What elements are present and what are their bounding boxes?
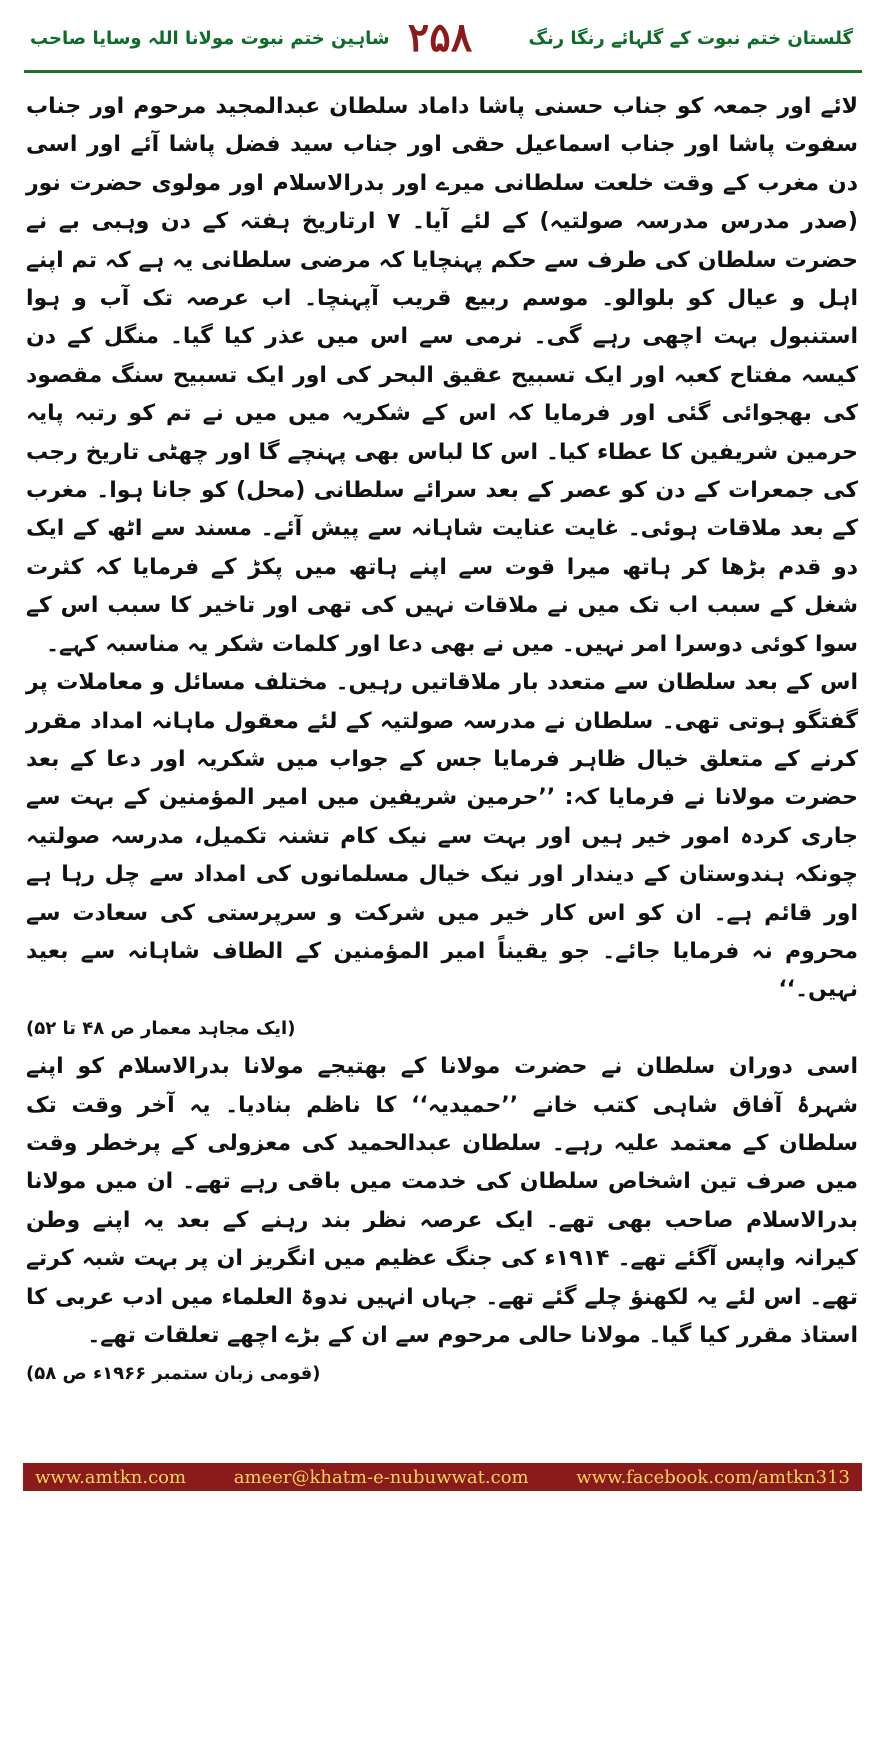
paragraph-3: اسی دوران سلطان نے حضرت مولانا کے بھتیجے مولانا بدرالاسلام کو اپنے شہرۂ آفاق شاہی کتب خانے ’’حمیدیہ‘‘ کا ناظم بنادیا۔ یہ آخر وقت تک سلطان کے معتمد علیہ رہے۔ سلطان عبدالحمید کی معزولی کے پرخطر وقت میں صرف تین اشخاص سلطان کی خدمت میں باقی رہے تھے۔ ان میں مولانا بدرالاسلام صاحب بھی تھے۔ ایک عرصہ نظر بند رہنے کے بعد یہ اپنے وطن کیرانہ واپس آگئے تھے۔ ۱۹۱۴ء کی جنگ عظیم میں انگریز ان پر بہت شبہ کرتے تھے۔ اس لئے یہ لکھنؤ چلے گئے تھے۔ جہاں انہیں ندوۃ العلماء میں ادب عربی کا استاذ مقرر کیا گیا۔ مولانا حالی مرحوم سے ان کے بڑے اچھے تعلقات تھے۔ [26, 1054, 859, 1348]
reference-line-1 [26, 1010, 858, 1048]
page-header [0, 0, 881, 80]
website-link[interactable]: www.amtkn.com [35, 1466, 187, 1488]
book-title: گلستان ختم نبوت کے گلہائے رنگا رنگ [528, 28, 853, 49]
footer-bar [23, 1463, 862, 1491]
paragraph-2: اس کے بعد سلطان سے متعدد بار ملاقاتیں رہیں۔ مختلف مسائل و معاملات پر گفتگو ہوتی تھی۔ سلطان نے مدرسہ صولتیہ کے لئے معقول ماہانہ امداد مقرر کرنے کے متعلق خیال ظاہر فرمایا جس کے جواب میں شکریہ اور دعا کے بعد حضرت مولانا نے فرمایا کہ: ’’حرمین شریفین میں امیر المؤمنین کے بہت سے جاری کردہ امور خیر ہیں اور بہت سے نیک کام تشنہ تکمیل، مدرسہ صولتیہ چونکہ ہندوستان کے دیندار اور نیک خیال مسلمانوں کی امداد سے چل رہا ہے اور قائم ہے۔ ان کو اس کار خیر میں شرکت و سرپرستی کی سعادت سے محروم نہ فرمایا جائے۔ جو یقیناً امیر المؤمنین کے الطاف شاہانہ سے بعید نہیں۔‘‘ [26, 670, 858, 1003]
page-number: ۲۵۸ [407, 14, 473, 61]
author-title: شاہین ختم نبوت مولانا اللہ وسایا صاحب [30, 28, 390, 49]
header-divider [24, 70, 862, 73]
reference-line-2 [26, 1355, 858, 1393]
paragraph-1: لائے اور جمعہ کو جناب حسنی پاشا داماد سلطان عبدالمجید مرحوم اور جناب سفوت پاشا اور جناب اسماعیل حقی اور جناب سید فضل پاشا آئے اور اسی دن مغرب کے وقت خلعت سلطانی میرے اور بدرالاسلام اور مولوی حضرت نور (صدر مدرس مدرسہ صولتیہ) کے لئے آیا۔ ۷ ارتاریخ ہفتہ کے دن وہبی بے نے حضرت سلطان کی طرف سے حکم پہنچایا کہ مرضی سلطانی یہ ہے کہ تم اپنے اہل و عیال کو بلوالو۔ موسم ربیع قریب آپہنچا۔ اب عرصہ تک آب و ہوا استنبول بہت اچھی رہے گی۔ نرمی سے اس میں عذر کیا گیا۔ منگل کے دن کیسہ مفتاح کعبہ اور ایک تسبیح عقیق البحر کی اور ایک تسبیح سنگ مقصود کی بھجوائی گئی اور فرمایا کہ اس کے شکریہ میں میں نے تم کو رتبہ پایہ حرمین شریفین کا عطاء کیا۔ اس کا لباس بھی پہنچے گا اور چھٹی تاریخ رجب کی جمعرات کے دن کو عصر کے بعد سرائے سلطانی (محل) کو جانا ہوا۔ مغرب کے بعد ملاقات ہوئی۔ غایت عنایت شاہانہ سے پیش آئے۔ مسند سے اٹھ کے ایک دو قدم بڑھا کر ہاتھ میرا قوت سے اپنے ہاتھ میں پکڑ کے فرمایا کہ کثرت شغل کے سبب اب تک میں نے ملاقات نہیں کی تھی اور تاخیر کا سبب اس کے سوا کوئی دوسرا امر نہیں۔ میں نے بھی دعا اور کلمات شکر یہ مناسبہ کہے۔ [26, 94, 858, 657]
reference-2: (قومی زبان ستمبر ۱۹۶۶ء ص ۵۸) [26, 1363, 321, 1385]
email-link[interactable]: ameer@khatm-e-nubuwwat.com [233, 1466, 529, 1488]
reference-1: (ایک مجاہد معمار ص ۴۸ تا ۵۲) [26, 1017, 296, 1039]
page-body [26, 88, 858, 1748]
facebook-link[interactable]: www.facebook.com/amtkn313 [576, 1466, 850, 1488]
